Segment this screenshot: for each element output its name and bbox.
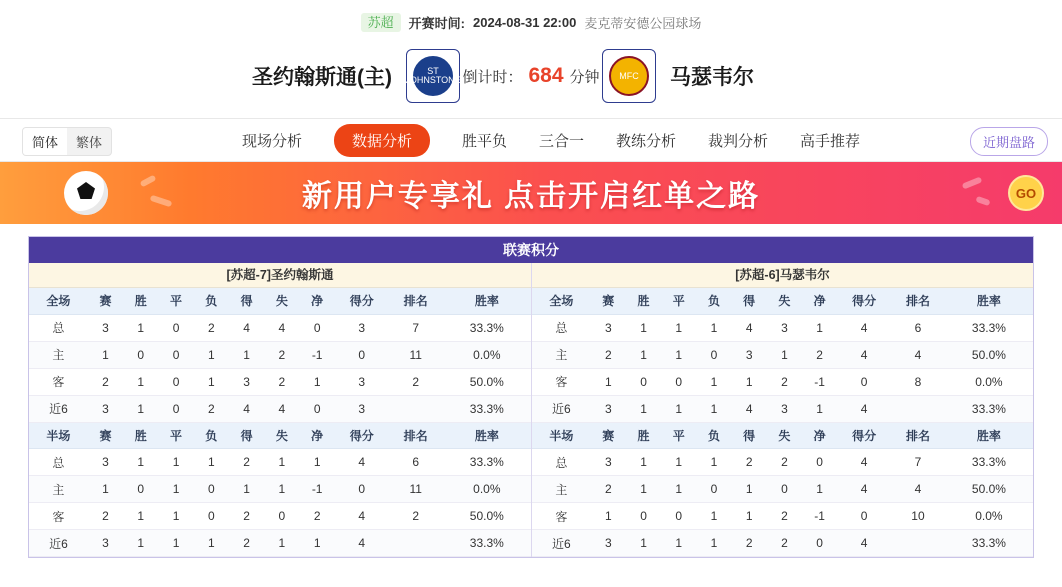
countdown-label: 倒计时： (462, 68, 523, 86)
cell-lost: 2 (194, 314, 229, 341)
cell-goals-against: 3 (767, 314, 802, 341)
countdown (460, 64, 602, 88)
col-goals-against: 失 (264, 288, 299, 314)
away-standings-header: [苏超-6]马瑟韦尔 (532, 263, 1033, 288)
cell-won: 1 (626, 530, 661, 557)
cell-lost: 0 (194, 503, 229, 530)
banner-go-button[interactable]: GO (1008, 175, 1044, 211)
cell-lost: 0 (696, 341, 731, 368)
away-crest-inner: MFC (609, 56, 649, 96)
col-points: 得分 (335, 423, 389, 449)
cell-points: 0 (837, 368, 891, 395)
kickoff-label: 开赛时间: (408, 16, 465, 31)
cell-draw: 0 (158, 368, 193, 395)
cell-goals-against: 2 (264, 341, 299, 368)
cell-goals-against: 1 (767, 341, 802, 368)
row-scope: 近6 (29, 530, 88, 557)
banner-decoration (962, 176, 983, 189)
home-standings-column (29, 263, 531, 557)
nav-items (202, 124, 860, 157)
cell-win-rate: 50.0% (945, 476, 1033, 503)
promo-banner[interactable] (0, 162, 1062, 224)
tab-three-in-one[interactable]: 三合一 (538, 132, 584, 150)
cell-lost: 1 (194, 449, 229, 476)
col-win-rate: 胜率 (945, 423, 1033, 449)
table-row (29, 314, 531, 341)
cell-won: 1 (123, 449, 158, 476)
home-team-name: 圣约翰斯通(主) (252, 66, 392, 89)
cell-goals-against: 4 (264, 314, 299, 341)
league-tag: 苏超 (361, 13, 401, 32)
cell-draw: 1 (158, 503, 193, 530)
cell-goals-for: 2 (732, 530, 767, 557)
cell-played: 3 (591, 314, 626, 341)
col-scope: 全场 (29, 288, 88, 314)
cell-win-rate: 33.3% (945, 449, 1033, 476)
row-scope: 近6 (532, 395, 591, 422)
col-goal-diff: 净 (300, 288, 335, 314)
table-row (532, 449, 1033, 476)
cell-goals-against: 3 (767, 395, 802, 422)
cell-draw: 1 (661, 530, 696, 557)
cell-goals-for: 1 (732, 368, 767, 395)
banner-decoration (150, 195, 173, 208)
col-win-rate: 胜率 (443, 423, 531, 449)
cell-rank: 6 (389, 449, 443, 476)
cell-rank (389, 530, 443, 557)
soccer-ball-icon (64, 171, 108, 215)
table-row (532, 314, 1033, 341)
cell-points: 4 (837, 314, 891, 341)
table-row (532, 503, 1033, 530)
cell-rank (891, 395, 945, 422)
cell-goal-diff: 1 (802, 314, 837, 341)
cell-won: 1 (626, 395, 661, 422)
cell-goals-for: 4 (229, 395, 264, 422)
cell-win-rate: 0.0% (945, 503, 1033, 530)
cell-goals-for: 2 (229, 449, 264, 476)
kickoff-time: 2024-08-31 22:00 (472, 15, 577, 30)
cell-goal-diff: 1 (300, 368, 335, 395)
row-scope: 主 (29, 476, 88, 503)
cell-played: 2 (88, 503, 123, 530)
col-draw: 平 (158, 423, 193, 449)
banner-decoration (140, 175, 157, 188)
col-goals-for: 得 (229, 423, 264, 449)
cell-won: 0 (123, 476, 158, 503)
home-team[interactable] (40, 49, 460, 103)
cell-win-rate: 50.0% (443, 503, 531, 530)
row-scope: 客 (29, 503, 88, 530)
row-scope: 总 (532, 314, 591, 341)
cell-won: 1 (123, 530, 158, 557)
match-info-bar (0, 0, 1062, 34)
row-scope: 客 (29, 368, 88, 395)
row-scope: 主 (532, 476, 591, 503)
cell-goal-diff: -1 (802, 368, 837, 395)
home-crest-inner: ST JOHNSTONE (413, 56, 453, 96)
away-half-body (532, 449, 1033, 557)
cell-win-rate: 50.0% (443, 368, 531, 395)
cell-goals-against: 0 (264, 503, 299, 530)
cell-goal-diff: -1 (300, 341, 335, 368)
cell-goals-against: 1 (264, 476, 299, 503)
cell-lost: 1 (696, 395, 731, 422)
cell-goals-for: 4 (732, 314, 767, 341)
cell-goals-for: 3 (732, 341, 767, 368)
table-row (532, 368, 1033, 395)
cell-points: 3 (335, 395, 389, 422)
cell-win-rate: 50.0% (945, 341, 1033, 368)
cell-rank: 7 (389, 314, 443, 341)
away-team-name: 马瑟韦尔 (670, 66, 754, 89)
tab-win-draw-loss[interactable]: 胜平负 (461, 132, 507, 150)
home-team-crest-icon (406, 49, 460, 103)
cell-played: 1 (591, 368, 626, 395)
banner-decoration (975, 196, 990, 206)
cell-win-rate: 33.3% (443, 449, 531, 476)
col-won: 胜 (626, 423, 661, 449)
col-scope-half: 半场 (532, 423, 591, 449)
col-played: 赛 (88, 288, 123, 314)
cell-rank: 4 (891, 341, 945, 368)
cell-draw: 1 (661, 341, 696, 368)
col-played: 赛 (591, 423, 626, 449)
cell-points: 4 (335, 530, 389, 557)
cell-rank: 10 (891, 503, 945, 530)
table-row (532, 530, 1033, 557)
cell-goal-diff: 2 (300, 503, 335, 530)
cell-played: 2 (88, 368, 123, 395)
col-rank: 排名 (891, 288, 945, 314)
banner-text: 新用户专享礼 点击开启红单之路 (301, 180, 761, 213)
cell-rank: 6 (891, 314, 945, 341)
cell-played: 1 (88, 476, 123, 503)
league-standings-panel (28, 236, 1034, 558)
row-scope: 主 (532, 341, 591, 368)
home-half-body (29, 449, 531, 557)
cell-goals-for: 1 (732, 503, 767, 530)
table-row (29, 503, 531, 530)
cell-lost: 1 (696, 503, 731, 530)
col-goal-diff: 净 (802, 288, 837, 314)
cell-played: 1 (88, 341, 123, 368)
col-goals-against: 失 (767, 288, 802, 314)
table-row (29, 395, 531, 422)
col-scope-half: 半场 (29, 423, 88, 449)
away-team-crest-icon (602, 49, 656, 103)
tab-expert-picks[interactable]: 高手推荐 (800, 132, 861, 150)
language-toggle[interactable] (22, 127, 112, 156)
cell-lost: 0 (194, 476, 229, 503)
cell-rank: 7 (891, 449, 945, 476)
away-full-body (532, 314, 1033, 422)
cell-goal-diff: 0 (300, 395, 335, 422)
cell-win-rate: 33.3% (945, 314, 1033, 341)
cell-goal-diff: -1 (300, 476, 335, 503)
col-rank: 排名 (891, 423, 945, 449)
cell-draw: 0 (158, 341, 193, 368)
cell-rank: 11 (389, 341, 443, 368)
table-row (29, 449, 531, 476)
home-full-table (29, 288, 531, 423)
cell-points: 3 (335, 314, 389, 341)
cell-won: 1 (123, 314, 158, 341)
cell-goals-against: 0 (767, 476, 802, 503)
cell-played: 3 (591, 530, 626, 557)
cell-points: 0 (335, 476, 389, 503)
cell-draw: 1 (158, 476, 193, 503)
cell-goal-diff: 0 (802, 449, 837, 476)
col-lost: 负 (194, 423, 229, 449)
away-standings-column (531, 263, 1033, 557)
cell-lost: 1 (696, 368, 731, 395)
cell-goals-against: 1 (264, 530, 299, 557)
cell-goal-diff: 0 (802, 530, 837, 557)
cell-win-rate: 0.0% (443, 476, 531, 503)
standings-title: 联赛积分 (29, 237, 1033, 263)
cell-won: 0 (626, 368, 661, 395)
cell-played: 2 (591, 476, 626, 503)
cell-draw: 1 (661, 476, 696, 503)
venue-name: 麦克蒂安德公园球场 (584, 16, 702, 31)
cell-goals-against: 2 (767, 449, 802, 476)
cell-won: 1 (123, 503, 158, 530)
row-scope: 主 (29, 341, 88, 368)
col-points: 得分 (335, 288, 389, 314)
cell-goal-diff: 1 (802, 476, 837, 503)
lang-simplified[interactable]: 简体 (23, 128, 67, 155)
cell-points: 4 (335, 449, 389, 476)
col-won: 胜 (626, 288, 661, 314)
table-header-row (29, 288, 531, 314)
col-win-rate: 胜率 (945, 288, 1033, 314)
cell-goals-for: 3 (229, 368, 264, 395)
cell-lost: 1 (194, 368, 229, 395)
cell-played: 3 (88, 314, 123, 341)
cell-goal-diff: 2 (802, 341, 837, 368)
col-lost: 负 (696, 423, 731, 449)
countdown-unit: 分钟 (569, 68, 600, 86)
col-draw: 平 (661, 288, 696, 314)
cell-goal-diff: 1 (300, 449, 335, 476)
cell-draw: 0 (158, 395, 193, 422)
row-scope: 总 (29, 449, 88, 476)
col-goals-for: 得 (229, 288, 264, 314)
cell-draw: 0 (661, 368, 696, 395)
cell-goal-diff: 0 (300, 314, 335, 341)
col-goal-diff: 净 (802, 423, 837, 449)
col-lost: 负 (696, 288, 731, 314)
cell-goals-against: 4 (264, 395, 299, 422)
cell-played: 1 (591, 503, 626, 530)
col-played: 赛 (88, 423, 123, 449)
col-goals-against: 失 (767, 423, 802, 449)
cell-win-rate: 33.3% (443, 314, 531, 341)
col-won: 胜 (123, 423, 158, 449)
cell-points: 4 (837, 476, 891, 503)
row-scope: 近6 (29, 395, 88, 422)
cell-goals-for: 4 (229, 314, 264, 341)
countdown-value: 684 (528, 64, 564, 87)
cell-goals-for: 1 (229, 476, 264, 503)
cell-won: 1 (626, 314, 661, 341)
home-full-body (29, 314, 531, 422)
cell-win-rate: 33.3% (945, 530, 1033, 557)
table-row (532, 395, 1033, 422)
cell-points: 0 (335, 341, 389, 368)
col-rank: 排名 (389, 288, 443, 314)
cell-goal-diff: -1 (802, 503, 837, 530)
cell-goals-against: 2 (767, 530, 802, 557)
table-row (532, 476, 1033, 503)
row-scope: 总 (532, 449, 591, 476)
table-header-row (29, 423, 531, 449)
cell-rank: 11 (389, 476, 443, 503)
cell-goals-for: 2 (732, 449, 767, 476)
cell-lost: 2 (194, 395, 229, 422)
cell-points: 0 (837, 503, 891, 530)
cell-goals-for: 2 (229, 503, 264, 530)
cell-lost: 1 (194, 530, 229, 557)
cell-points: 4 (837, 395, 891, 422)
cell-rank: 2 (389, 503, 443, 530)
cell-win-rate: 33.3% (945, 395, 1033, 422)
home-half-table (29, 423, 531, 558)
cell-goals-against: 1 (264, 449, 299, 476)
cell-points: 4 (335, 503, 389, 530)
tab-live-analysis[interactable]: 现场分析 (241, 132, 302, 150)
cell-draw: 1 (661, 449, 696, 476)
col-points: 得分 (837, 423, 891, 449)
away-full-table (532, 288, 1033, 423)
row-scope: 总 (29, 314, 88, 341)
table-row (532, 341, 1033, 368)
col-draw: 平 (158, 288, 193, 314)
col-goals-for: 得 (732, 288, 767, 314)
col-draw: 平 (661, 423, 696, 449)
cell-draw: 0 (158, 314, 193, 341)
col-scope: 全场 (532, 288, 591, 314)
cell-lost: 1 (696, 530, 731, 557)
cell-won: 0 (626, 503, 661, 530)
cell-goal-diff: 1 (802, 395, 837, 422)
cell-points: 3 (335, 368, 389, 395)
cell-points: 4 (837, 530, 891, 557)
cell-goals-against: 2 (767, 503, 802, 530)
cell-win-rate: 33.3% (443, 530, 531, 557)
teams-row (0, 34, 1062, 118)
cell-goals-for: 2 (229, 530, 264, 557)
cell-goals-against: 2 (767, 368, 802, 395)
col-won: 胜 (123, 288, 158, 314)
cell-win-rate: 33.3% (443, 395, 531, 422)
main-nav (0, 118, 1062, 162)
col-points: 得分 (837, 288, 891, 314)
recent-odds-button[interactable]: 近期盘路 (970, 127, 1048, 156)
cell-won: 1 (123, 395, 158, 422)
col-played: 赛 (591, 288, 626, 314)
cell-draw: 1 (158, 530, 193, 557)
cell-played: 2 (591, 341, 626, 368)
cell-draw: 0 (661, 503, 696, 530)
cell-won: 1 (626, 449, 661, 476)
col-goals-for: 得 (732, 423, 767, 449)
cell-rank: 4 (891, 476, 945, 503)
cell-won: 0 (123, 341, 158, 368)
cell-goals-for: 4 (732, 395, 767, 422)
row-scope: 近6 (532, 530, 591, 557)
cell-lost: 0 (696, 476, 731, 503)
table-row (29, 530, 531, 557)
cell-rank: 2 (389, 368, 443, 395)
cell-played: 3 (88, 449, 123, 476)
col-goal-diff: 净 (300, 423, 335, 449)
row-scope: 客 (532, 368, 591, 395)
cell-won: 1 (626, 476, 661, 503)
cell-points: 4 (837, 341, 891, 368)
col-goals-against: 失 (264, 423, 299, 449)
cell-played: 3 (88, 530, 123, 557)
cell-played: 3 (591, 395, 626, 422)
cell-rank: 8 (891, 368, 945, 395)
table-header-row (532, 423, 1033, 449)
tab-referee-analysis[interactable]: 裁判分析 (708, 132, 769, 150)
cell-lost: 1 (696, 449, 731, 476)
tab-coach-analysis[interactable]: 教练分析 (616, 132, 677, 150)
table-header-row (532, 288, 1033, 314)
table-row (29, 476, 531, 503)
cell-rank (389, 395, 443, 422)
cell-lost: 1 (696, 314, 731, 341)
cell-points: 4 (837, 449, 891, 476)
row-scope: 客 (532, 503, 591, 530)
col-rank: 排名 (389, 423, 443, 449)
lang-traditional[interactable]: 繁体 (76, 135, 103, 150)
cell-goals-against: 2 (264, 368, 299, 395)
table-row (29, 368, 531, 395)
cell-draw: 1 (661, 395, 696, 422)
cell-goals-for: 1 (229, 341, 264, 368)
cell-goals-for: 1 (732, 476, 767, 503)
table-row (29, 341, 531, 368)
cell-rank (891, 530, 945, 557)
cell-draw: 1 (661, 314, 696, 341)
cell-won: 1 (123, 368, 158, 395)
cell-win-rate: 0.0% (443, 341, 531, 368)
cell-draw: 1 (158, 449, 193, 476)
cell-played: 3 (591, 449, 626, 476)
cell-played: 3 (88, 395, 123, 422)
cell-win-rate: 0.0% (945, 368, 1033, 395)
home-standings-header: [苏超-7]圣约翰斯通 (29, 263, 531, 288)
col-win-rate: 胜率 (443, 288, 531, 314)
cell-lost: 1 (194, 341, 229, 368)
cell-won: 1 (626, 341, 661, 368)
away-half-table (532, 423, 1033, 558)
col-lost: 负 (194, 288, 229, 314)
tab-data-analysis[interactable]: 数据分析 (334, 124, 430, 157)
cell-goal-diff: 1 (300, 530, 335, 557)
away-team[interactable] (602, 49, 1022, 103)
